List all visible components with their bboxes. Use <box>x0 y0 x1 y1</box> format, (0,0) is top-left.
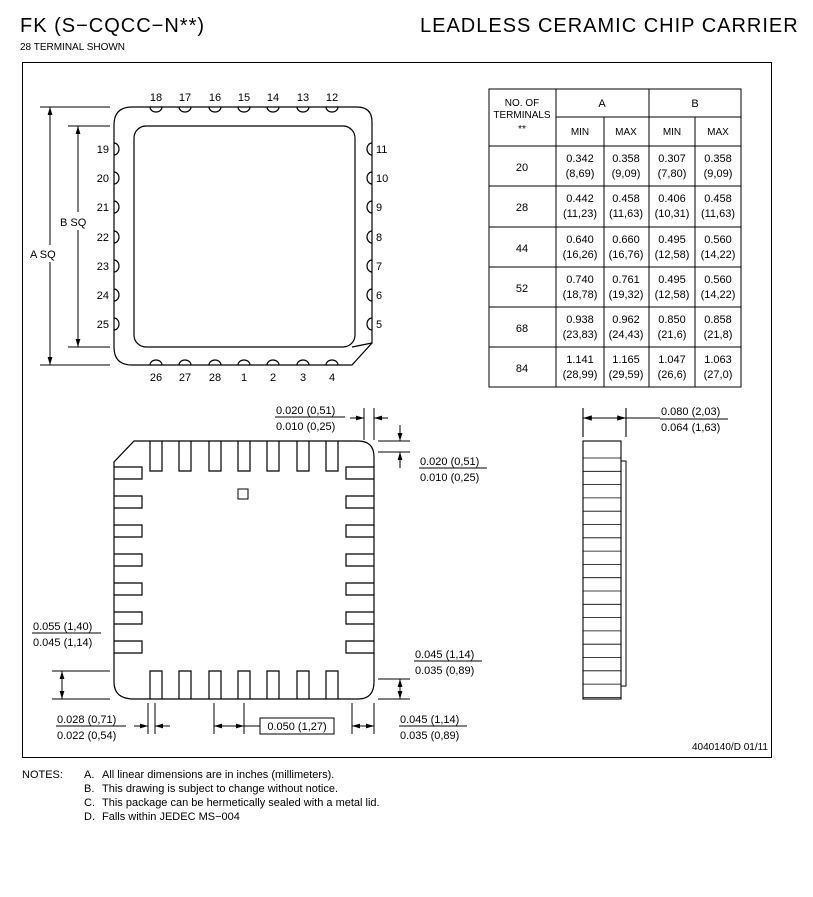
cell-mm: (28,99) <box>562 369 598 381</box>
scallop <box>150 360 162 365</box>
pin-label: 14 <box>266 92 280 104</box>
top-view-cavity <box>134 126 355 347</box>
cell-mm: (11,63) <box>700 208 736 220</box>
scallop <box>326 107 338 112</box>
table-row <box>516 234 736 261</box>
scallop <box>267 360 279 365</box>
cell-inch: 1.047 <box>658 354 686 366</box>
pin-label: 9 <box>376 202 383 214</box>
corner-max: 0.045 (1,14) <box>415 649 475 661</box>
pad <box>114 496 142 508</box>
note-key: D. <box>84 811 95 823</box>
bottom-view-dimensions <box>32 408 728 734</box>
b-sq-label: B SQ <box>60 217 87 229</box>
note-text: Falls within JEDEC MS−004 <box>102 811 240 823</box>
pad-length-min: 0.045 (1,14) <box>33 637 93 649</box>
scallop <box>150 107 162 112</box>
scallop <box>179 107 191 112</box>
pad <box>346 467 374 479</box>
pad <box>114 583 142 595</box>
scallop <box>367 260 372 272</box>
notes-label: NOTES: <box>22 769 63 781</box>
a-min-header: MIN <box>570 127 590 138</box>
cell-mm: (24,43) <box>608 329 644 341</box>
pad <box>238 671 250 699</box>
pin-label: 25 <box>96 319 109 331</box>
pad <box>150 671 162 699</box>
terminal-width-max: 0.028 (0,71) <box>57 714 117 726</box>
top-view <box>114 107 372 365</box>
pin-label: 5 <box>376 319 383 331</box>
scallop <box>267 107 279 112</box>
pad <box>209 671 221 699</box>
b-max-header: MAX <box>707 127 729 138</box>
table-row <box>516 274 736 301</box>
pin-label: 28 <box>208 372 222 384</box>
pin-label: 3 <box>299 372 307 384</box>
bottom-view <box>114 441 374 699</box>
pin-label: 24 <box>96 290 109 302</box>
pad <box>267 441 279 471</box>
cell-mm: (26,6) <box>657 369 687 381</box>
a-sq-label: A SQ <box>30 249 56 261</box>
terminal-count: 68 <box>515 323 529 335</box>
scallop <box>179 360 191 365</box>
top-view-pin-labels <box>97 92 389 384</box>
pin-label: 11 <box>376 144 388 156</box>
pad <box>114 525 142 537</box>
cell-mm: (29,59) <box>608 369 644 381</box>
note-b <box>84 782 338 796</box>
pad <box>114 554 142 566</box>
pin-label: 26 <box>149 372 163 384</box>
pad <box>179 441 191 471</box>
cell-inch: 0.406 <box>658 193 686 205</box>
scallop <box>297 360 309 365</box>
scallop <box>367 231 372 243</box>
pin-label: 6 <box>376 290 383 302</box>
col-a-header: A <box>598 98 606 110</box>
note-d <box>84 810 240 824</box>
cell-inch: 0.495 <box>658 274 686 286</box>
pin-label: 19 <box>96 144 109 156</box>
cell-inch: 0.938 <box>566 314 594 326</box>
top-view-outline <box>114 107 372 365</box>
note-key: B. <box>84 783 95 795</box>
bottom-view-outline <box>114 441 374 699</box>
pin-label: 13 <box>296 92 310 104</box>
pad <box>267 671 279 699</box>
cell-inch: 0.358 <box>704 153 732 165</box>
cell-mm: (19,32) <box>608 289 644 301</box>
edge-min: 0.035 (0,89) <box>400 730 460 742</box>
pad-length-max: 0.055 (1,40) <box>33 621 93 633</box>
pin-label: 18 <box>149 92 163 104</box>
pin-label: 1 <box>240 372 248 384</box>
scallop <box>367 172 372 184</box>
side-view-lid <box>621 461 626 686</box>
scallop <box>367 289 372 301</box>
cell-mm: (9,09) <box>703 168 733 180</box>
pin-label: 16 <box>208 92 222 104</box>
pad <box>179 671 191 699</box>
cell-inch: 0.358 <box>612 153 640 165</box>
pin-label: 8 <box>376 232 383 244</box>
scallop <box>238 360 250 365</box>
package-code-title: FK (S−CQCC−N**) <box>20 15 206 37</box>
cell-inch: 0.660 <box>612 234 640 246</box>
pin-label: 27 <box>178 372 192 384</box>
pin-label: 12 <box>325 92 339 104</box>
table-row <box>516 153 733 180</box>
pin-label: 22 <box>96 232 109 244</box>
table-row <box>516 314 733 341</box>
table-row <box>516 193 735 220</box>
cell-inch: 1.063 <box>704 354 732 366</box>
terminal-count: 28 <box>515 202 529 214</box>
bottom-view-pads <box>114 441 374 699</box>
pad <box>346 525 374 537</box>
scallop <box>114 318 119 330</box>
pad <box>297 671 309 699</box>
cell-inch: 0.442 <box>566 193 594 205</box>
terminal-count: 52 <box>515 283 529 295</box>
cell-inch: 0.640 <box>566 234 594 246</box>
note-key: A. <box>84 769 95 781</box>
a-max-header: MAX <box>615 127 637 138</box>
cell-inch: 0.560 <box>704 234 732 246</box>
side-view-lines <box>583 458 621 697</box>
cell-mm: (10,31) <box>654 208 690 220</box>
pad <box>297 441 309 471</box>
table-row <box>516 354 733 381</box>
terminal-note: 28 TERMINAL SHOWN <box>20 42 126 53</box>
cell-mm: (12,58) <box>654 249 690 261</box>
top-view-scallops <box>114 107 372 365</box>
pin-label: 10 <box>376 173 389 185</box>
pad <box>346 641 374 653</box>
pad <box>346 612 374 624</box>
cell-mm: (21,8) <box>703 329 733 341</box>
cell-inch: 0.850 <box>658 314 686 326</box>
package-type-title: LEADLESS CERAMIC CHIP CARRIER <box>420 15 799 37</box>
pad-gap-max: 0.020 (0,51) <box>420 456 480 468</box>
pad-width-max: 0.020 (0,51) <box>276 405 336 417</box>
side-height-max: 0.080 (2,03) <box>661 406 721 418</box>
cell-inch: 0.962 <box>612 314 640 326</box>
cell-inch: 0.342 <box>566 153 594 165</box>
scallop <box>114 289 119 301</box>
notes-section <box>22 768 722 838</box>
terminal-width-min: 0.022 (0,54) <box>57 730 117 742</box>
cell-mm: (9,09) <box>611 168 641 180</box>
scallop <box>114 231 119 243</box>
scallop <box>209 360 221 365</box>
pad <box>114 612 142 624</box>
terminal-count: 20 <box>515 162 529 174</box>
cell-inch: 0.307 <box>658 153 686 165</box>
scallop <box>114 172 119 184</box>
scallop <box>114 260 119 272</box>
pad <box>346 554 374 566</box>
pad <box>326 671 338 699</box>
pin-label: 4 <box>328 372 336 384</box>
cell-mm: (27,0) <box>703 369 733 381</box>
pad <box>114 641 142 653</box>
cell-mm: (8,69) <box>565 168 595 180</box>
pad <box>238 441 250 471</box>
b-min-header: MIN <box>662 127 682 138</box>
edge-max: 0.045 (1,14) <box>400 714 460 726</box>
col-terminals-header-text: NO. OF TERMINALS <box>493 98 551 121</box>
scallop <box>367 318 372 330</box>
cell-mm: (12,58) <box>654 289 690 301</box>
note-c <box>84 796 380 810</box>
scallop <box>367 143 372 155</box>
terminal-count: 84 <box>515 363 529 375</box>
cell-inch: 0.761 <box>612 274 640 286</box>
scallop <box>209 107 221 112</box>
side-view <box>583 408 660 699</box>
terminal-count: 44 <box>515 243 529 255</box>
scallop <box>326 360 338 365</box>
pad-width-min: 0.010 (0,25) <box>276 421 336 433</box>
scallop <box>114 201 119 213</box>
cell-mm: (11,23) <box>562 208 598 220</box>
cell-mm: (14,22) <box>700 249 736 261</box>
col-terminals-mark: ** <box>518 124 526 135</box>
pin-label: 23 <box>96 261 109 273</box>
note-text: This drawing is subject to change without notice. <box>102 783 339 795</box>
cell-inch: 1.165 <box>612 354 640 366</box>
corner-min: 0.035 (0,89) <box>415 665 475 677</box>
pin-label: 20 <box>96 173 109 185</box>
drawing-id: 4040140/D 01/11 <box>692 742 768 753</box>
index-mark <box>238 489 248 499</box>
pad <box>114 467 142 479</box>
scallop <box>114 143 119 155</box>
scallop <box>238 107 250 112</box>
pin-label: 17 <box>178 92 192 104</box>
cell-mm: (11,63) <box>608 208 644 220</box>
note-a <box>84 768 334 782</box>
cell-mm: (16,26) <box>562 249 598 261</box>
col-b-header: B <box>691 98 699 110</box>
side-height-min: 0.064 (1,63) <box>661 422 721 434</box>
pad <box>346 496 374 508</box>
cell-inch: 0.740 <box>566 274 594 286</box>
cell-mm: (18,78) <box>562 289 598 301</box>
pad <box>150 441 162 471</box>
cell-inch: 0.560 <box>704 274 732 286</box>
pad <box>346 583 374 595</box>
cell-inch: 0.858 <box>704 314 732 326</box>
cell-mm: (7,80) <box>657 168 687 180</box>
cell-mm: (21,6) <box>657 329 687 341</box>
cell-mm: (16,76) <box>608 249 644 261</box>
pin-label: 21 <box>96 202 109 214</box>
pitch-label: 0.050 (1,27) <box>267 721 327 733</box>
pad <box>326 441 338 471</box>
pad <box>209 441 221 471</box>
note-text: All linear dimensions are in inches (millimeters). <box>102 769 335 781</box>
cell-mm: (14,22) <box>700 289 736 301</box>
cell-mm: (23,83) <box>562 329 598 341</box>
dimension-table <box>489 89 741 387</box>
scallop <box>367 201 372 213</box>
note-key: C. <box>84 797 95 809</box>
pin-label: 7 <box>376 261 383 273</box>
pin-label: 15 <box>237 92 251 104</box>
side-view-body <box>583 441 621 699</box>
cell-inch: 0.458 <box>704 193 732 205</box>
note-text: This package can be hermetically sealed with a metal lid. <box>102 797 380 809</box>
scallop <box>297 107 309 112</box>
cell-inch: 1.141 <box>566 354 594 366</box>
cell-inch: 0.458 <box>612 193 640 205</box>
pin-label: 2 <box>269 372 277 384</box>
cell-inch: 0.495 <box>658 234 686 246</box>
pad-gap-min: 0.010 (0,25) <box>420 472 480 484</box>
